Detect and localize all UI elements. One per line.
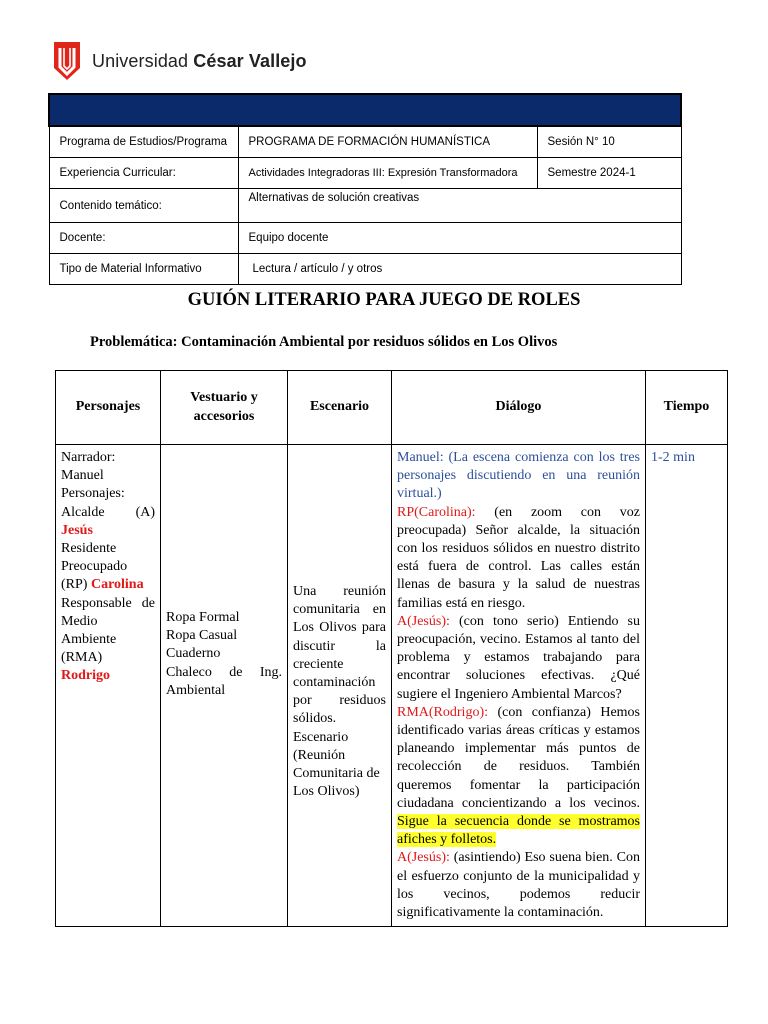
highlighted-note: Sigue la secuencia donde se mostramos afiches y folletos. bbox=[397, 814, 640, 848]
character-name: Rodrigo bbox=[61, 668, 110, 684]
university-logo bbox=[52, 40, 307, 82]
costume-cell bbox=[161, 445, 288, 927]
info-table-header: MATERIALES Y RECURSOS DE APRENDIZAJE bbox=[49, 94, 681, 126]
column-header: Diálogo bbox=[392, 371, 646, 445]
narrator-name: Manuel bbox=[61, 468, 104, 484]
dialogue-line: RP(Carolina): (en zoom con voz preocupada) Señor alcalde, la situación con los residuos sólidos en nuestro distrito está fuera de control. Las calles están llenas de basura y la salud de nuestras familias está en riesgo. bbox=[397, 504, 640, 611]
materials-info-table bbox=[48, 93, 682, 285]
info-value: Actividades Integradoras III: Expresión Transformadora bbox=[238, 158, 537, 189]
costume-item: Ropa Casual bbox=[166, 628, 238, 644]
info-label: Tipo de Material Informativo bbox=[49, 254, 238, 285]
info-extra: Sesión N° 10 bbox=[537, 126, 681, 158]
character-name: Carolina bbox=[90, 577, 144, 593]
info-label: Programa de Estudios/Programa bbox=[49, 126, 238, 158]
character-role: Residente Preocupado (RP) Carolina bbox=[61, 541, 144, 593]
characters-cell bbox=[56, 445, 161, 927]
info-value: PROGRAMA DE FORMACIÓN HUMANÍSTICA bbox=[238, 126, 537, 158]
costume-item: Cuaderno bbox=[166, 646, 221, 662]
column-header: Escenario bbox=[288, 371, 392, 445]
narrator-label: Narrador: bbox=[61, 450, 116, 465]
dialogue-line: RMA(Rodrigo): (con confianza) Hemos identificado varias áreas críticas y estamos planeando implementar más puntos de recolección de residuos. También queremos fomentar la participación ciudadana concientizando a los vecinos. Sigue la secuencia donde se mostramos afiches y folletos. bbox=[397, 704, 640, 848]
info-label: Contenido temático: bbox=[49, 189, 238, 223]
setting-cell bbox=[288, 445, 392, 927]
speaker: RMA(Rodrigo): bbox=[397, 704, 488, 720]
university-name: Universidad César Vallejo bbox=[92, 50, 307, 71]
shield-logo-icon bbox=[52, 40, 82, 82]
info-label: Docente: bbox=[49, 223, 238, 254]
info-value: Lectura / artículo / y otros bbox=[238, 254, 681, 285]
time-cell: 1-2 min bbox=[646, 445, 728, 927]
speaker: A(Jesús): bbox=[397, 613, 450, 629]
characters-label: Personajes: bbox=[61, 486, 125, 502]
costume-item: Ropa Formal bbox=[166, 610, 240, 625]
info-value: Alternativas de solución creativas bbox=[238, 189, 681, 223]
character-role: Responsable de Medio Ambiente (RMA) bbox=[61, 595, 155, 666]
problem-statement: Problemática: Contaminación Ambiental por residuos sólidos en Los Olivos bbox=[90, 334, 558, 350]
speaker: RP(Carolina): bbox=[397, 504, 476, 520]
info-value: Equipo docente bbox=[238, 223, 681, 254]
speaker: A(Jesús): bbox=[397, 850, 450, 866]
costume-item: Chaleco de Ing. Ambiental bbox=[166, 664, 282, 698]
column-header: Tiempo bbox=[646, 371, 728, 445]
column-header: Personajes bbox=[56, 371, 161, 445]
dialogue-cell bbox=[392, 445, 646, 927]
setting-description: Una reunión comunitaria en Los Olivos para discutir la creciente contaminación por residuos sólidos. bbox=[293, 584, 386, 727]
column-header: Vestuario y accesorios bbox=[161, 371, 288, 445]
character-role: Alcalde (A) bbox=[61, 504, 155, 520]
character-name: Jesús bbox=[61, 522, 93, 538]
info-label: Experiencia Curricular: bbox=[49, 158, 238, 189]
dialogue-line: A(Jesús): (con tono serio) Entiendo su preocupación, vecino. Estamos al tanto del problema y estamos trabajando para encontrar soluciones efectivas. ¿Qué sugiere el Ingeniero Ambiental Marcos? bbox=[397, 613, 640, 702]
dialogue-line: A(Jesús): (asintiendo) Eso suena bien. Con el esfuerzo conjunto de la municipalidad y los vecinos, podemos reducir significativamente la contaminación. bbox=[397, 850, 640, 921]
info-extra: Semestre 2024-1 bbox=[537, 158, 681, 189]
document-title: GUIÓN LITERARIO PARA JUEGO DE ROLES bbox=[187, 290, 581, 310]
dialogue-narration: Manuel: (La escena comienza con los tres personajes discutiendo en una reunión virtual.) bbox=[397, 450, 640, 502]
role-play-script-table bbox=[55, 370, 728, 927]
setting-name: Escenario (Reunión Comunitaria de Los Olivos) bbox=[293, 729, 380, 800]
